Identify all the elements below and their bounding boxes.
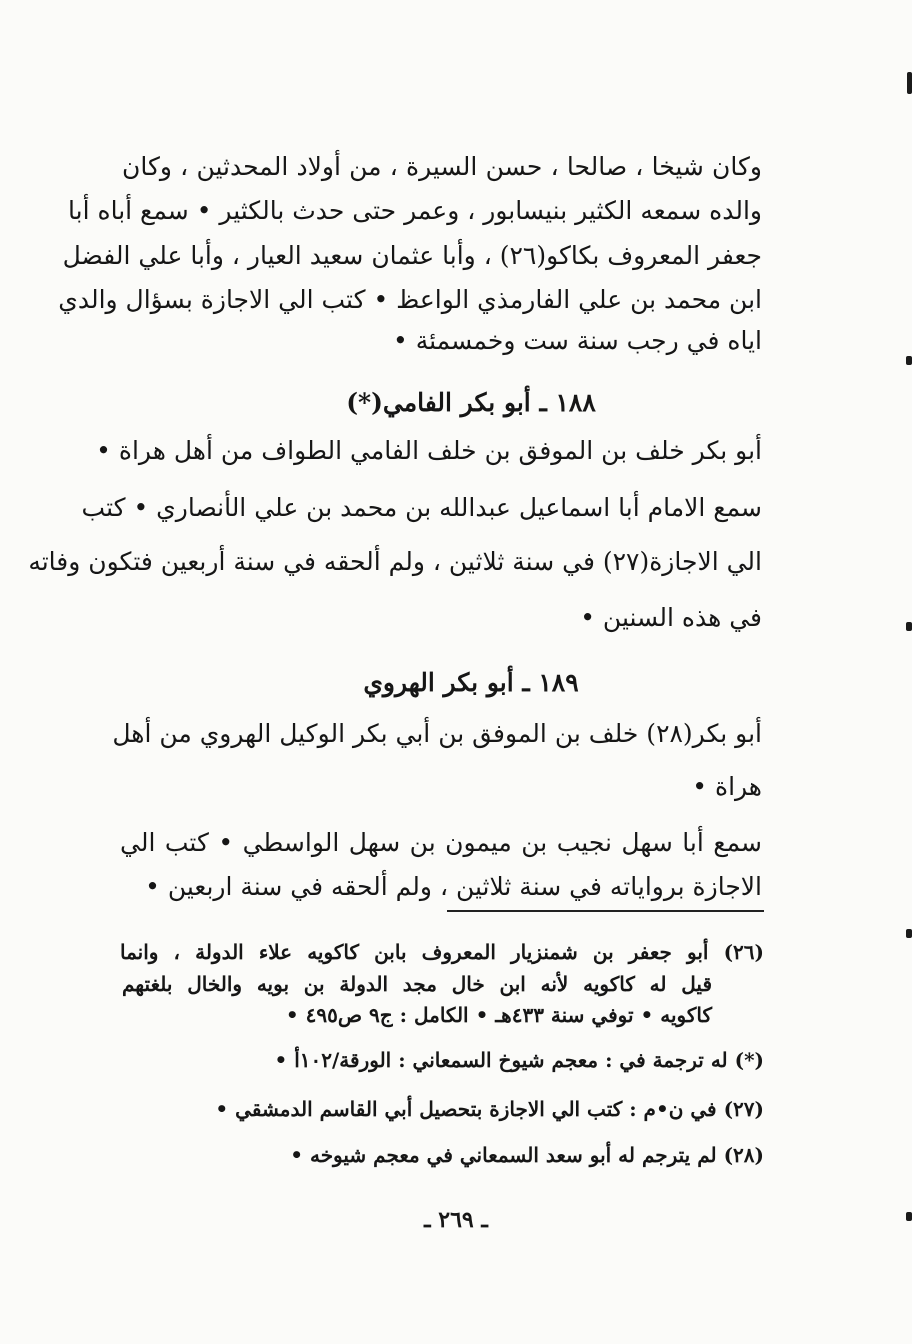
- intro-line-3: جعفر المعروف بكاكو(٢٦) ، وأبا عثمان سعيد العيار ، وأبا علي الفضل: [62, 241, 762, 270]
- entry-189-line-4: الاجازة برواياته في سنة ثلاثين ، ولم ألحقه في سنة اربعين •: [145, 872, 762, 901]
- scan-edge-mark: [906, 929, 912, 938]
- scan-edge-mark: [907, 72, 912, 94]
- footnote-27: (٢٧) في ن•م : كتب الي الاجازة بتحصيل أبي القاسم الدمشقي •: [215, 1097, 764, 1121]
- scan-edge-mark: [906, 1212, 912, 1221]
- entry-188-line-3: الي الاجازة(٢٧) في سنة ثلاثين ، ولم ألحقه في سنة أربعين فتكون وفاته: [28, 547, 762, 576]
- footnote-separator: [447, 910, 764, 912]
- entry-189-line-3: سمع أبا سهل نجيب بن ميمون بن سهل الواسطي • كتب الي: [120, 828, 762, 857]
- page-number: ـ ٢٦٩ ـ: [424, 1207, 488, 1233]
- footnote-star: (*) له ترجمة في : معجم شيوخ السمعاني : الورقة/١٠٢أ •: [274, 1048, 764, 1072]
- footnote-26-line-3: كاكويه • توفي سنة ٤٣٣هـ • الكامل : ج٩ ص٤٩٥ •: [285, 1003, 712, 1027]
- footnote-28: (٢٨) لم يترجم له أبو سعد السمعاني في معجم شيوخه •: [290, 1143, 764, 1167]
- scan-edge-mark: [906, 356, 912, 365]
- entry-189-heading: ١٨٩ ـ أبو بكر الهروي: [363, 668, 579, 697]
- footnote-26-line-1: (٢٦) أبو جعفر بن شمنزيار المعروف بابن كاكويه علاء الدولة ، وانما: [120, 940, 764, 964]
- entry-188-heading: ١٨٨ ـ أبو بكر الفامي(*): [346, 388, 596, 417]
- intro-line-4: ابن محمد بن علي الفارمذي الواعظ • كتب الي الاجازة بسؤال والدي: [58, 285, 762, 314]
- entry-189-line-1: أبو بكر(٢٨) خلف بن الموفق بن أبي بكر الوكيل الهروي من أهل: [112, 719, 762, 748]
- entry-188-line-2: سمع الامام أبا اسماعيل عبدالله بن محمد بن علي الأنصاري • كتب: [81, 493, 762, 522]
- scan-edge-mark: [906, 622, 912, 631]
- intro-line-1: وكان شيخا ، صالحا ، حسن السيرة ، من أولاد المحدثين ، وكان: [122, 152, 762, 181]
- footnote-26-line-2: قيل له كاكويه لأنه ابن خال مجد الدولة بن بويه والخال بلغتهم: [122, 972, 712, 996]
- entry-188-line-4: في هذه السنين •: [580, 603, 762, 632]
- entry-189-line-2: هراة •: [692, 772, 762, 801]
- intro-line-2: والده سمعه الكثير بنيسابور ، وعمر حتى حدث بالكثير • سمع أباه أبا: [68, 196, 762, 225]
- intro-line-5: اياه في رجب سنة ست وخمسمئة •: [393, 326, 762, 355]
- entry-188-line-1: أبو بكر خلف بن الموفق بن خلف الفامي الطواف من أهل هراة •: [96, 436, 762, 465]
